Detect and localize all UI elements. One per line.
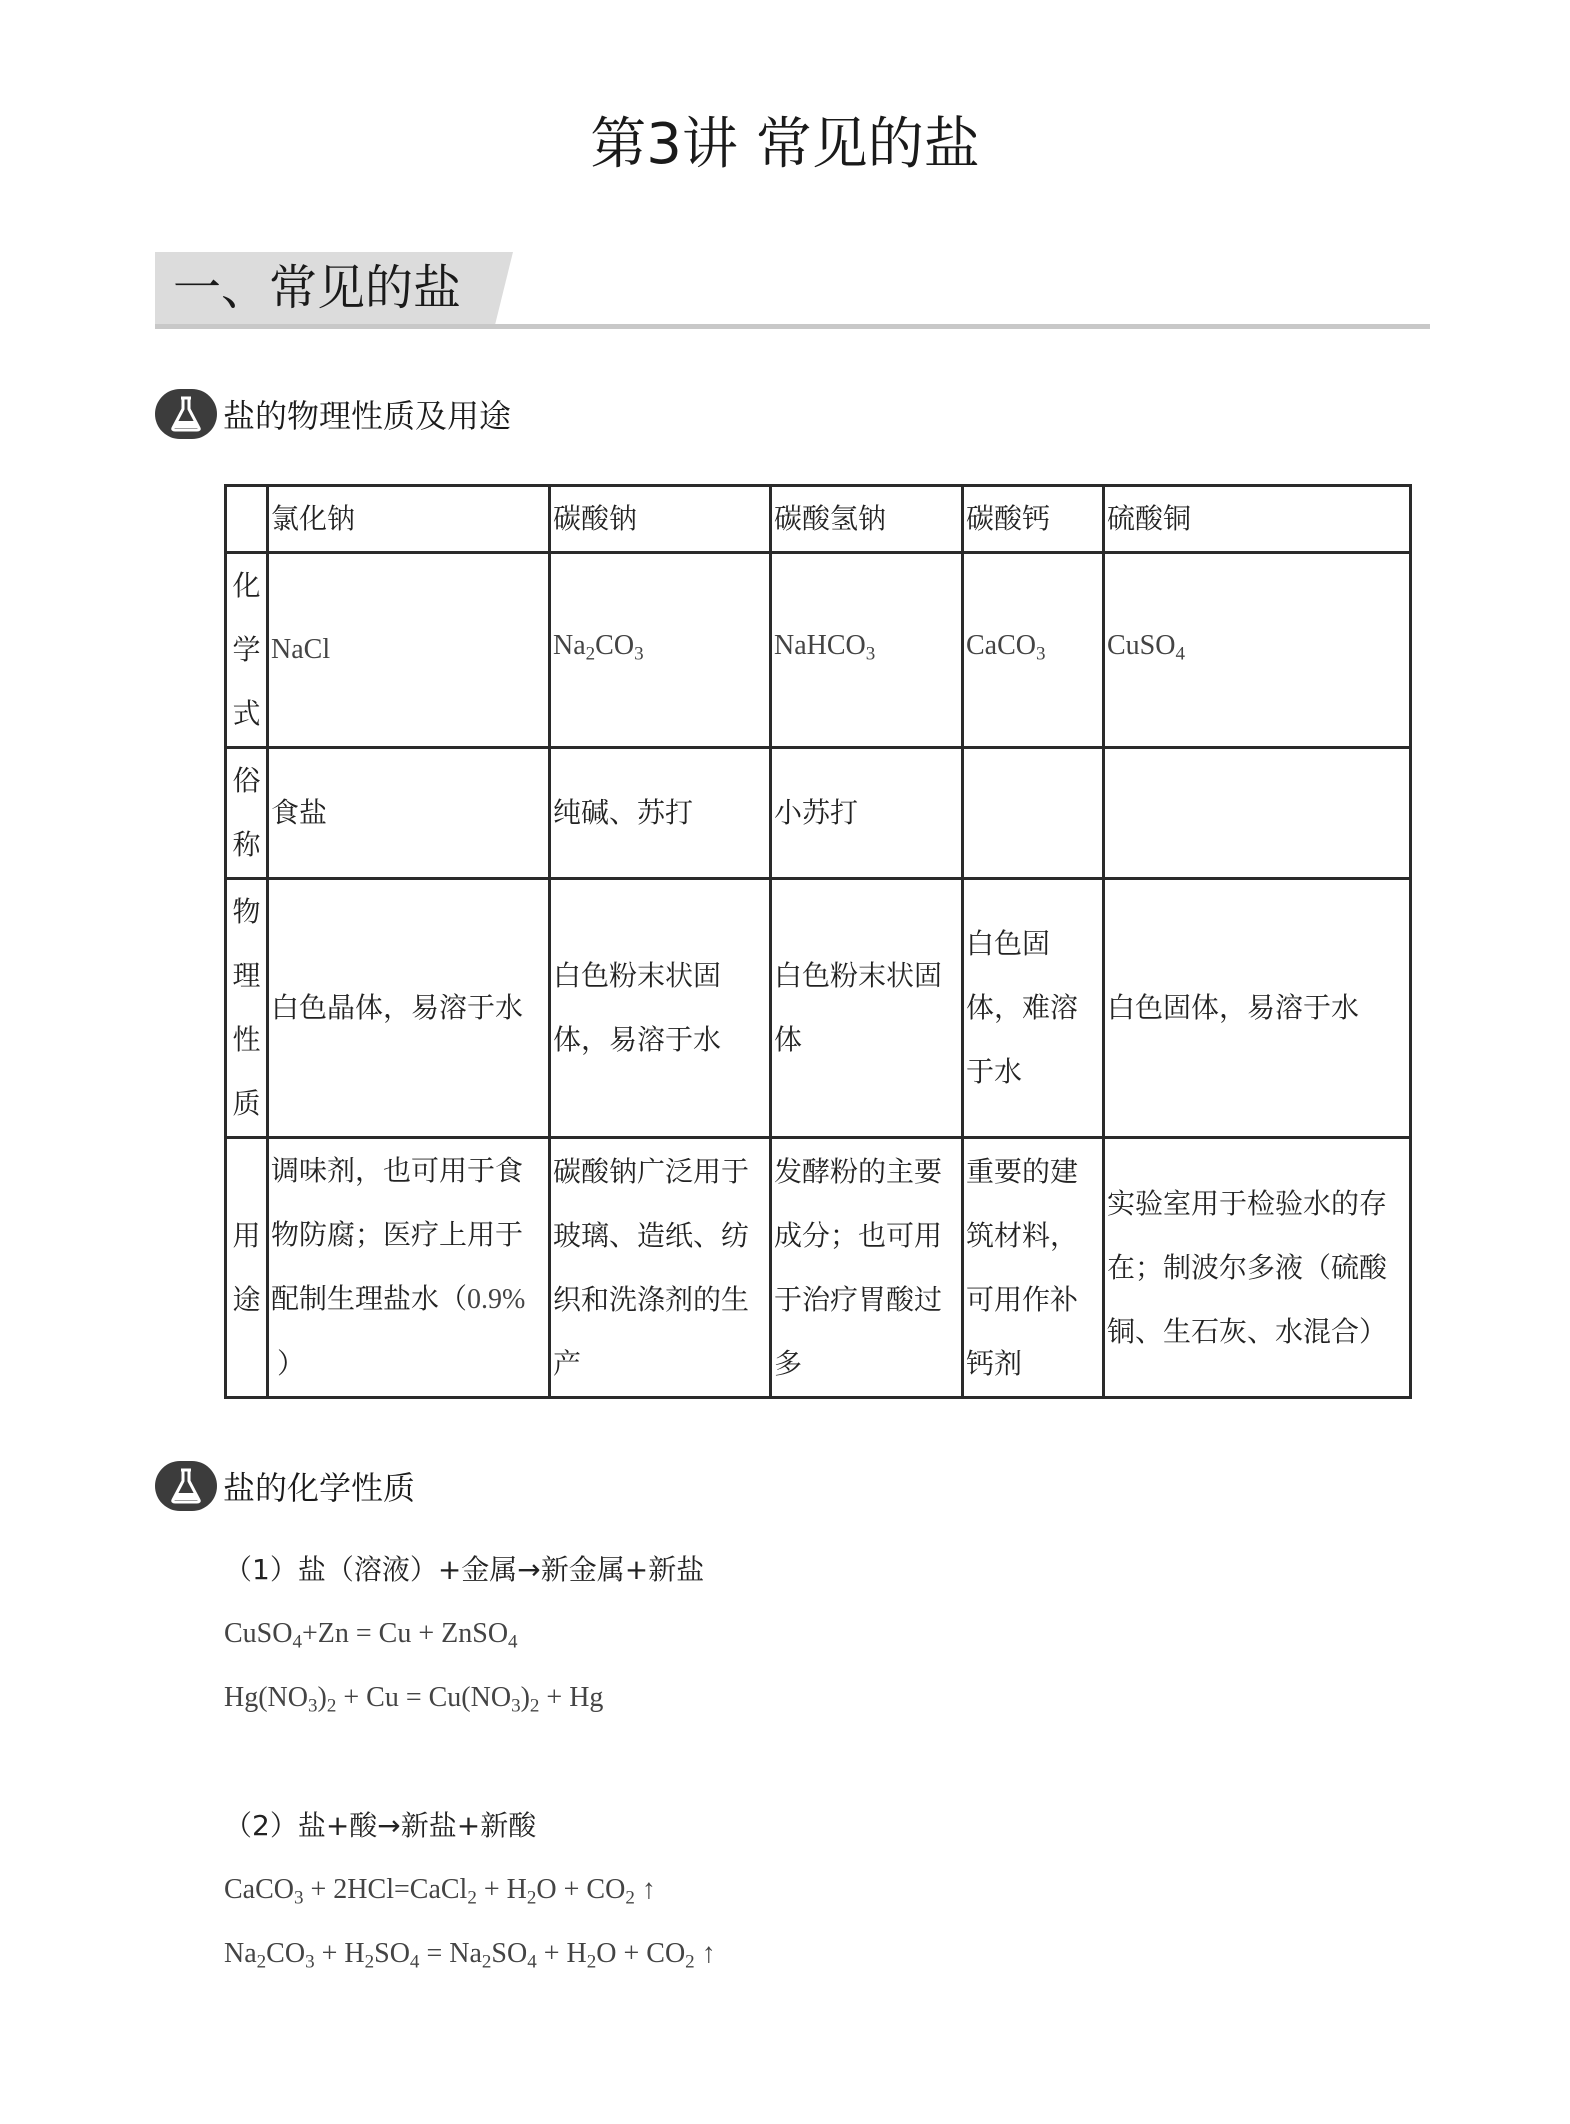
table-row-use [226, 1138, 1411, 1398]
header-cell-nacl: 氯化钠 [268, 486, 550, 553]
table-row-formula [226, 553, 1411, 748]
flask-icon [155, 1461, 217, 1511]
table-row-common-name [226, 748, 1411, 879]
subheading-chemical-properties [155, 1456, 415, 1516]
page-title: 第3讲 常见的盐 [590, 112, 980, 177]
row-label-formula: 化 学 式 [226, 553, 268, 748]
subheading-physical-properties [155, 384, 511, 444]
use-cuso4: 实验室用于检验水的存 在；制波尔多液（硫酸 铜、生石灰、水混合） [1104, 1138, 1411, 1398]
section-rule [155, 324, 1430, 329]
equation-2-1: CaCO$_3$ + 2HCl=CaCl$_2$ + $H_2O + CO_2$ ↑ [224, 1874, 656, 1909]
section-header [155, 252, 1430, 330]
header-cell-nahco3: 碳酸氢钠 [771, 486, 963, 553]
header-cell-empty [226, 486, 268, 553]
subheading-text: 盐的化学性质 [223, 1469, 416, 1507]
common-name-cuso4 [1104, 748, 1411, 879]
formula-na2co3: $Na_2CO_3$ [550, 553, 771, 748]
table-header-row [226, 486, 1411, 553]
row-label-common-name: 俗 称 [226, 748, 268, 879]
use-nacl: 调味剂，也可用于食 物防腐；医疗上用于 配制生理盐水（0.9% ） [268, 1138, 550, 1398]
reaction-rule-1: （1）盐（溶液）+金属→新金属+新盐 [224, 1553, 705, 1586]
reaction-group-1 [224, 1538, 704, 1730]
use-caco3: 重要的建 筑材料， 可用作补 钙剂 [963, 1138, 1104, 1398]
header-cell-na2co3: 碳酸钠 [550, 486, 771, 553]
flask-icon [155, 389, 217, 439]
physical-na2co3: 白色粉末状固 体，易溶于水 [550, 879, 771, 1138]
table-row-physical [226, 879, 1411, 1138]
use-na2co3: 碳酸钠广泛用于 玻璃、造纸、纺 织和洗涤剂的生 产 [550, 1138, 771, 1398]
row-label-physical: 物 理 性 质 [226, 879, 268, 1138]
common-name-nahco3: 小苏打 [771, 748, 963, 879]
equation-1-2: $Hg(NO_3)_2 + Cu = Cu(NO_3)_2 + Hg$ [224, 1682, 604, 1717]
equation-1-1: CuSO$_4$+Zn = Cu + ZnSO$_4$ [224, 1618, 518, 1653]
header-cell-cuso4: 硫酸铜 [1104, 486, 1411, 553]
common-name-na2co3: 纯碱、苏打 [550, 748, 771, 879]
reaction-rule-2: （2）盐+酸→新盐+新酸 [224, 1809, 537, 1842]
use-nahco3: 发酵粉的主要 成分；也可用 于治疗胃酸过 多 [771, 1138, 963, 1398]
formula-nahco3: NaHCO$_3$ [771, 553, 963, 748]
physical-nahco3: 白色粉末状固 体 [771, 879, 963, 1138]
physical-cuso4: 白色固体，易溶于水 [1104, 879, 1411, 1138]
physical-nacl: 白色晶体，易溶于水 [268, 879, 550, 1138]
subheading-text: 盐的物理性质及用途 [223, 397, 512, 435]
formula-cuso4: CuSO$_4$ [1104, 553, 1411, 748]
common-name-caco3 [963, 748, 1104, 879]
header-cell-caco3: 碳酸钙 [963, 486, 1104, 553]
formula-caco3: CaCO$_3$ [963, 553, 1104, 748]
section-label-tip [495, 252, 513, 325]
row-label-use: 用 途 [226, 1138, 268, 1398]
common-name-nacl: 食盐 [268, 748, 550, 879]
salt-properties-table [224, 484, 1412, 1399]
section-title: 一、常见的盐 [173, 260, 462, 316]
physical-caco3: 白色固 体，难溶 于水 [963, 879, 1104, 1138]
equation-2-2: $Na_2CO_3 + H_2SO_4 = Na_2SO_4 + H_2O + CO_2$ ↑ [224, 1938, 716, 1973]
formula-nacl: NaCl [268, 553, 550, 748]
reaction-group-2 [224, 1794, 716, 1986]
